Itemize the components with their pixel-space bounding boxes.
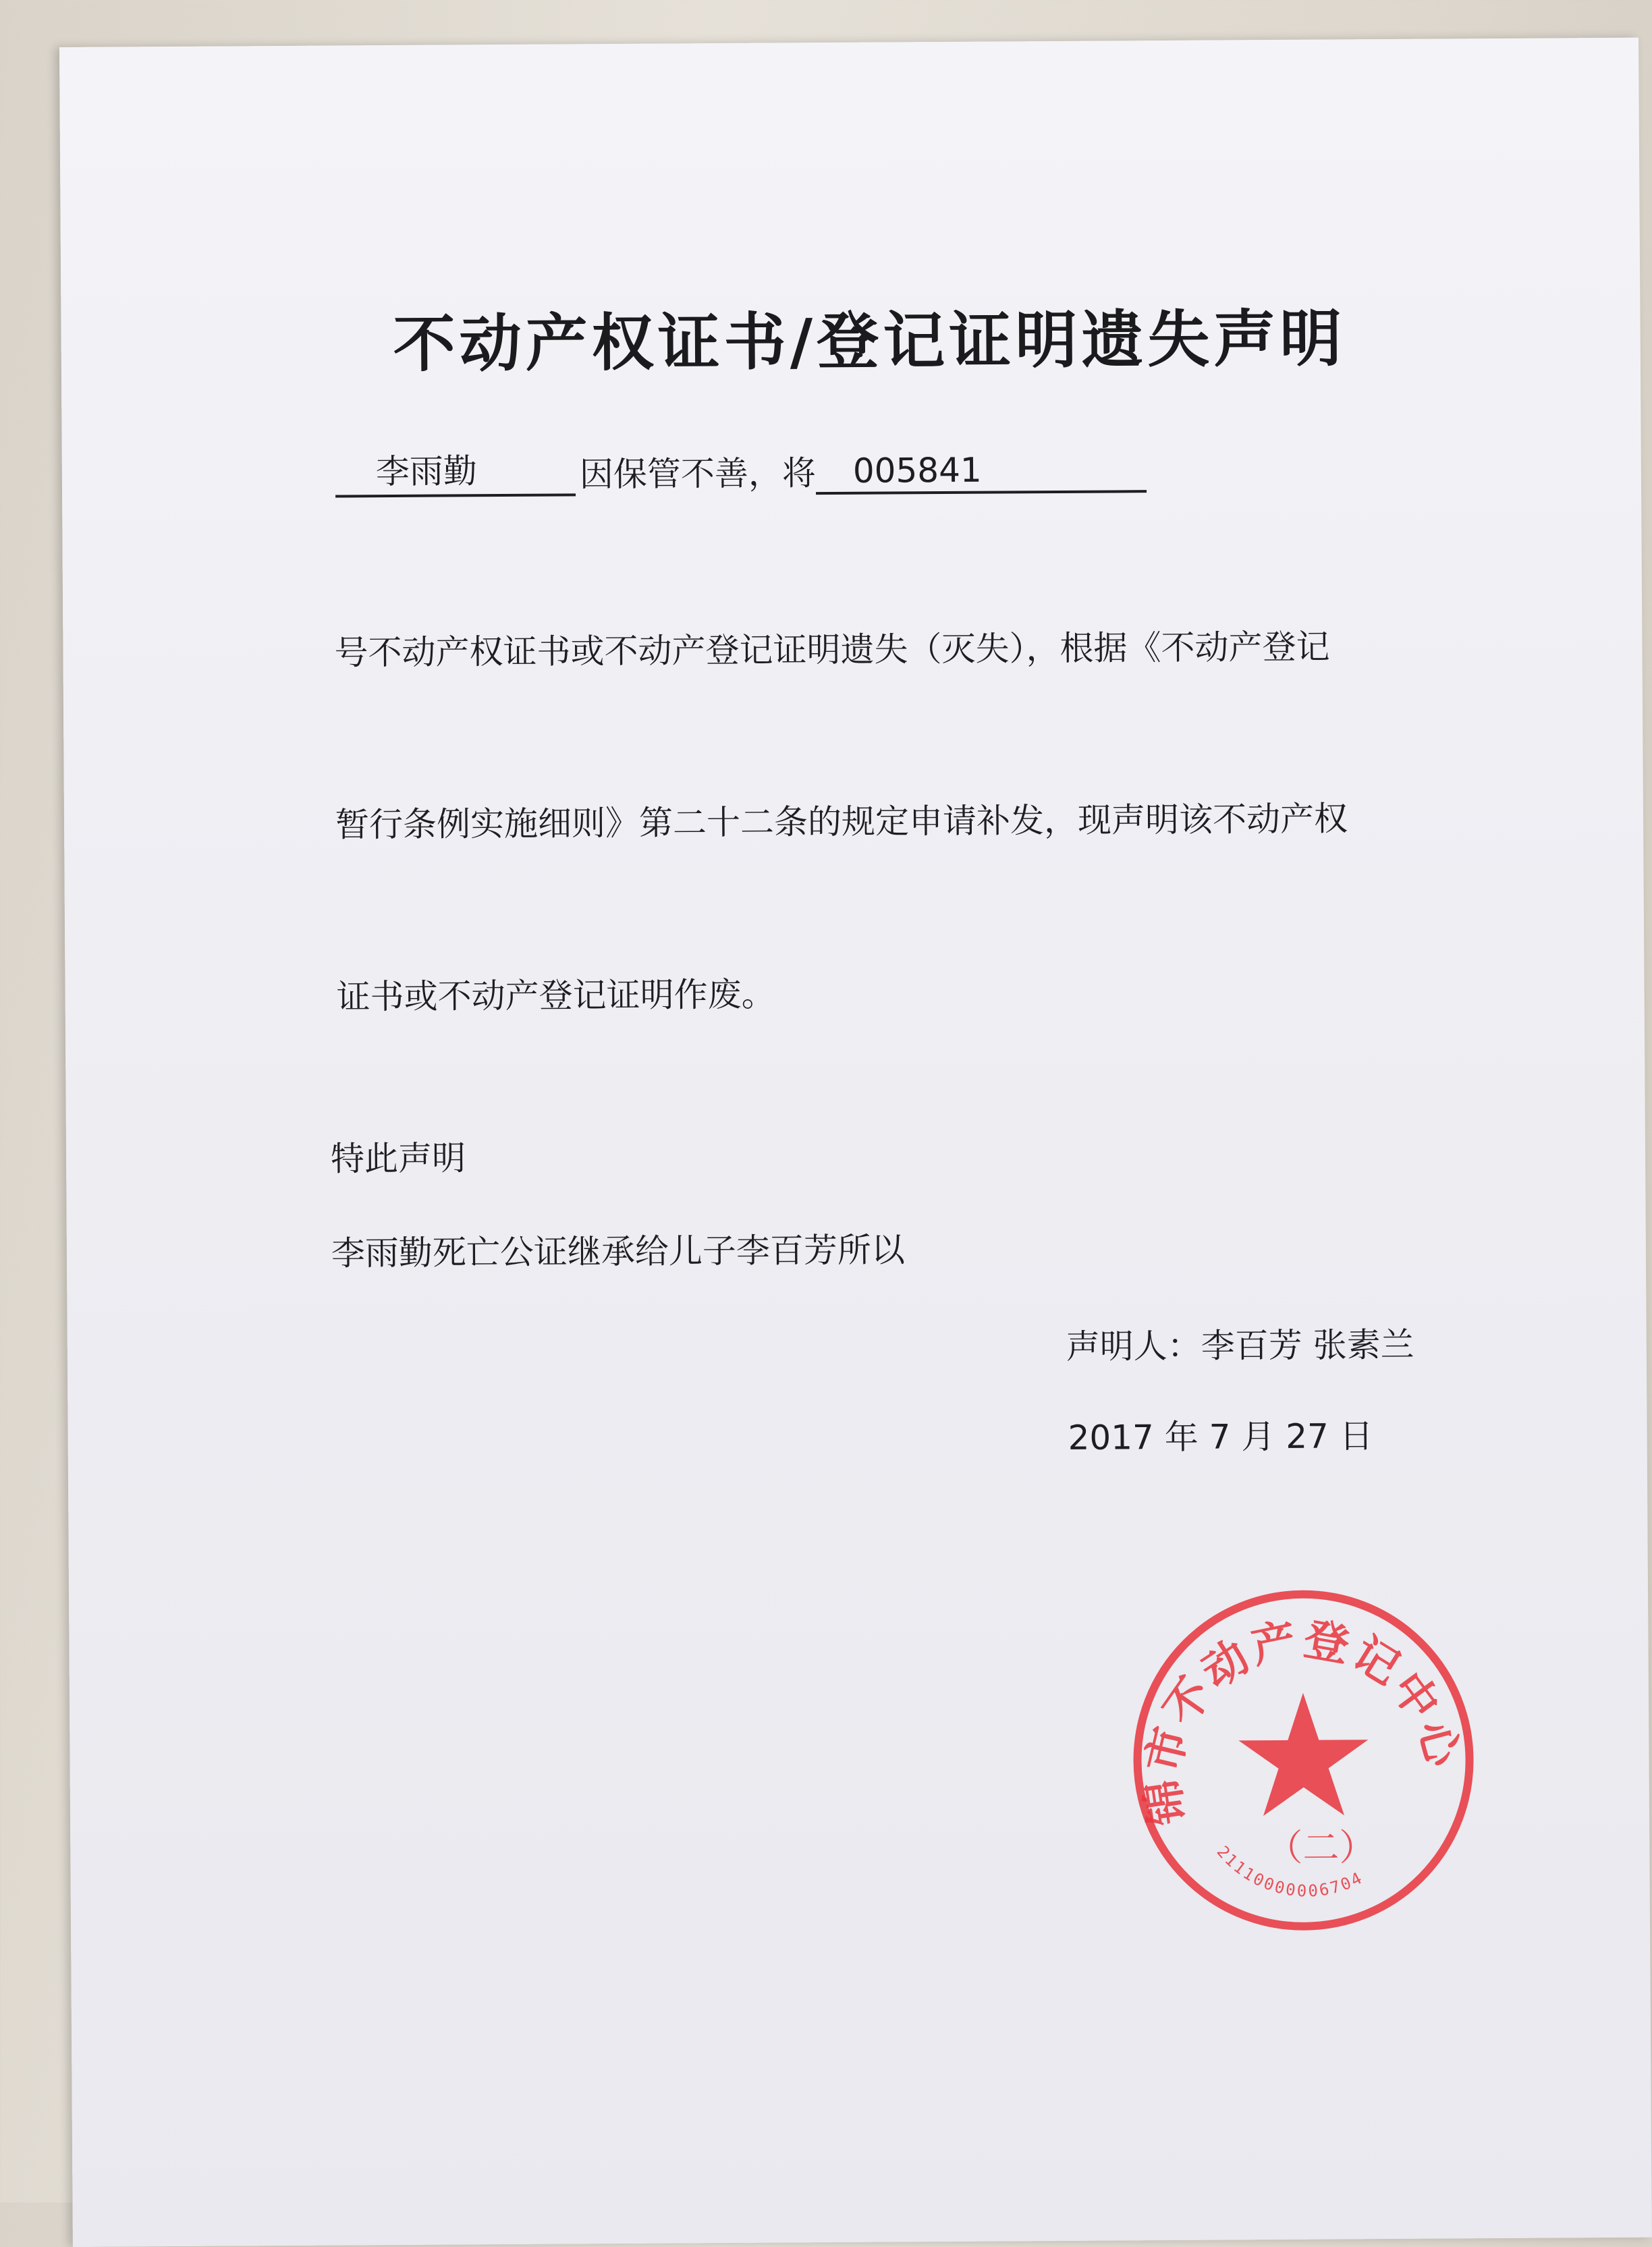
seal-text: 锦市不动产登记中心 — [1135, 1612, 1471, 1829]
inheritance-note: 李雨勤死亡公证继承给儿子李百芳所以 — [331, 1230, 906, 1273]
statement-line-2: 号不动产权证书或不动产登记证明遗失（灭失），根据《不动产登记 — [334, 627, 1330, 673]
certificate-number: 005841 — [852, 450, 982, 491]
official-seal — [1127, 1584, 1480, 1937]
date-line: 2017 年 7 月 27 日 — [1068, 1416, 1373, 1458]
statement-connector: 因保管不善，将 — [579, 453, 817, 495]
seal-number: 21110000006704 — [1213, 1842, 1367, 1901]
declarant-line: 声明人：李百芳 张素兰 — [1066, 1325, 1414, 1366]
owner-name-blank — [335, 451, 576, 497]
statement-line-3: 暂行条例实施细则》第二十二条的规定申请补发，现声明该不动产权 — [335, 799, 1348, 845]
statement-line-1 — [335, 444, 1147, 497]
seal-star-icon — [1238, 1692, 1369, 1816]
document-paper — [59, 38, 1652, 2247]
statement-line-4: 证书或不动产登记证明作废。 — [336, 974, 775, 1017]
certificate-number-blank — [816, 448, 1147, 495]
seal-sub-text: （二） — [1266, 1826, 1376, 1870]
owner-name: 李雨勤 — [375, 451, 478, 492]
closing-text: 特此声明 — [330, 1138, 466, 1179]
document-title: 不动产权证书/登记证明遗失声明 — [393, 302, 1346, 381]
